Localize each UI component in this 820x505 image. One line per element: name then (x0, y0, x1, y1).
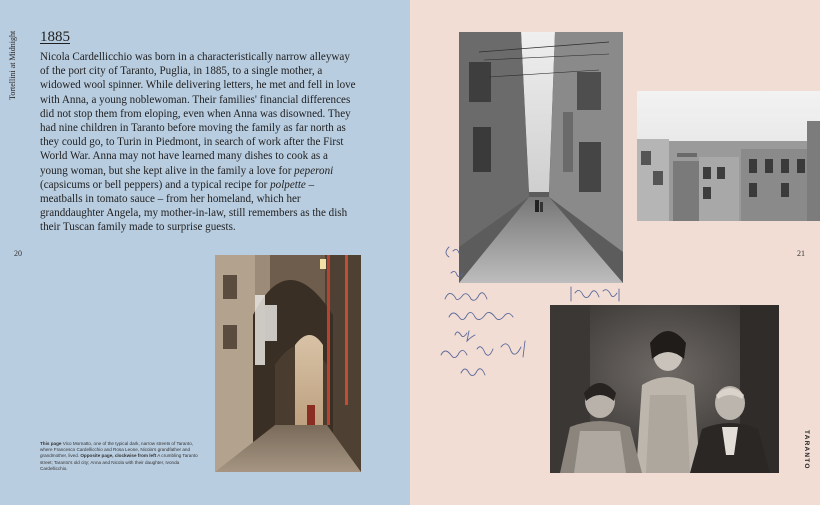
body-text-part-1: Nicola Cardellicchio was born in a characteristically narrow alleyway of the port city of Taranto, Puglia, in 1885, to a single mother, a widowed wool spinner. While delivering letters, he met and fell in love with Anna, a young noblewoman. Their families' financial differences did not stop them from eloping, even when Anna was disowned. They had nine children in Taranto before moving the family as far north as they could go, to Turin in Piedmont, in search of work after the First World War. Anna may not have learned many dishes to cook as a young woman, but she kept alive in the family a love for (40, 51, 356, 177)
page-number-left: 20 (14, 249, 22, 258)
body-text-italic-polpette: polpette (270, 178, 306, 191)
handwritten-note (567, 283, 629, 305)
body-text-italic-peperoni: peperoni (294, 164, 334, 177)
caption-text-opposite: A crumbling Taranto street; Taranto's old city; Anna and Nicola with their daughter, Ivonda Cardellicchio. (40, 453, 198, 471)
body-text-part-3: – meatballs in tomato sauce – from her homeland, which her granddaughter Angela, my mother-in-law, still remembers as the dish their Tuscan family made to surprise guests. (40, 178, 348, 234)
family-portrait-photo (550, 305, 779, 473)
caption-label-opposite: Opposite page, clockwise from left (80, 453, 157, 459)
section-tab: TARANTO (803, 430, 810, 470)
vico-mornatto-photo (215, 255, 361, 472)
body-text-part-2: (capsicums or bell peppers) and a typical recipe for (40, 178, 271, 191)
year-heading: 1885 (40, 29, 70, 45)
photo-caption (40, 441, 202, 472)
handwritten-inscription (437, 237, 547, 387)
running-head: Tortellini at Midnight (8, 30, 17, 100)
body-paragraph (40, 50, 356, 235)
caption-label-this-page: This page (40, 441, 62, 446)
caption-text-this-page: Vico Mornatto, one of the typical dark, narrow streets of Taranto, where Francesco Cardellicchio and Rosa Leone, Nicola's grandfather and grandmother, lived. (40, 441, 194, 459)
page-number-right: 21 (797, 249, 805, 258)
old-city-photo (637, 91, 820, 221)
